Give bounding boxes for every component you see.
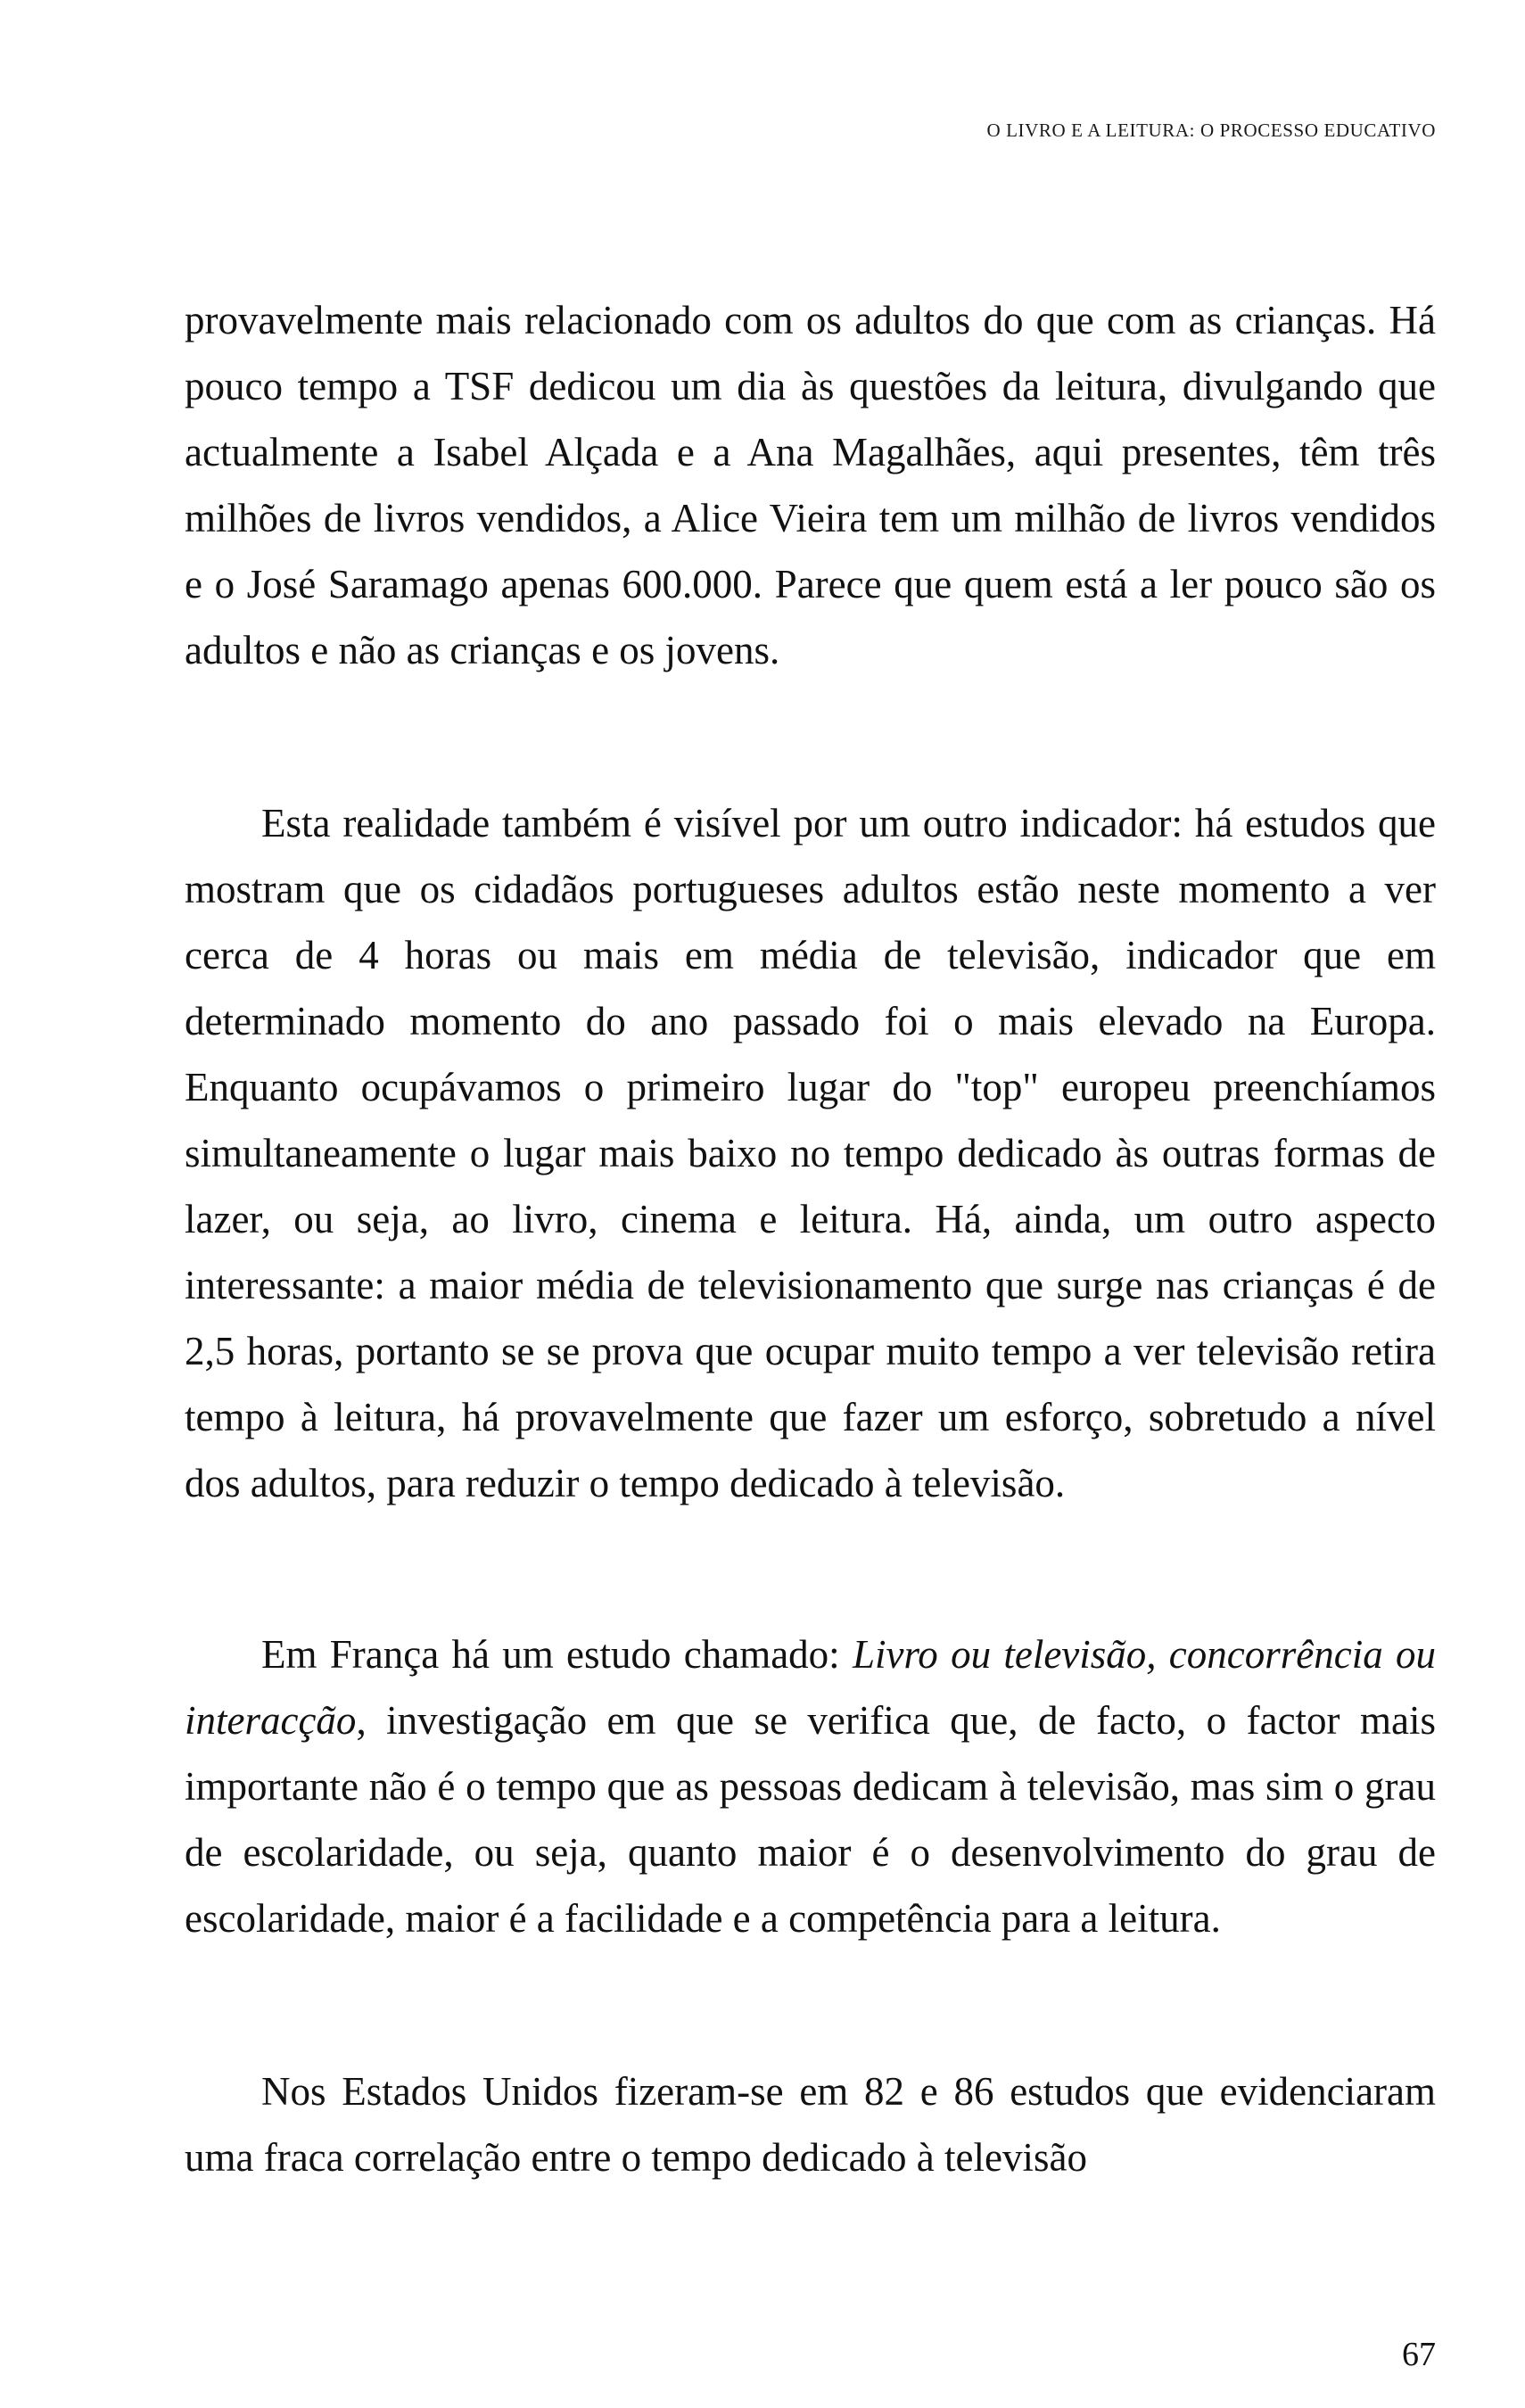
- paragraph-continuation: [185, 287, 1436, 683]
- running-header: O LIVRO E A LEITURA: O PROCESSO EDUCATIVO: [986, 120, 1436, 141]
- paragraph-usa-studies: [185, 2058, 1436, 2190]
- paragraph-france-study: [185, 1621, 1436, 1951]
- paragraph-text-before: Em França há um estudo chamado:: [261, 1632, 853, 1677]
- paragraph-text: [185, 1621, 1436, 1951]
- page-number: 67: [1402, 2336, 1436, 2373]
- paragraph-text: Nos Estados Unidos fizeram-se em 82 e 86 estudos que evidenciaram uma fraca correlação entre o tempo dedicado à televisão: [185, 2069, 1436, 2180]
- paragraph-text-after: , investigação em que se verifica que, de facto, o factor mais importante não é o tempo que as pessoas dedicam à televisão, mas sim o grau de escolaridade, ou seja, quanto maior é o desenvolvimento do grau de escolaridade, maior é a facilidade e a competência para a leitura.: [185, 1698, 1436, 1941]
- paragraph-television-indicator: [185, 790, 1436, 1516]
- paragraph-text: provavelmente mais relacionado com os adultos do que com as crianças. Há pouco tempo a TSF dedicou um dia às questões da leitura, divulgando que actualmente a Isabel Alçada e a Ana Magalhães, aqui presentes, têm três milhões de livros vendidos, a Alice Vieira tem um milhão de livros vendidos e o José Saramago apenas 600.000. Parece que quem está a ler pouco são os adultos e não as crianças e os jovens.: [185, 298, 1436, 672]
- paragraph-text: Esta realidade também é visível por um outro indicador: há estudos que mostram que os cidadãos portugueses adultos estão neste momento a ver cerca de 4 horas ou mais em média de televisão, indicador que em determinado momento do ano passado foi o mais elevado na Europa. Enquanto ocupávamos o primeiro lugar do "top" europeu preenchíamos simultaneamente o lugar mais baixo no tempo dedicado às outras formas de lazer, ou seja, ao livro, cinema e leitura. Há, ainda, um outro aspecto interessante: a maior média de televisionamento que surge nas crianças é de 2,5 horas, portanto se se prova que ocupar muito tempo a ver televisão retira tempo à leitura, há provavelmente que fazer um esforço, sobretudo a nível dos adultos, para reduzir o tempo dedicado à televisão.: [185, 801, 1436, 1505]
- study-title: Livro ou televisão, concorrência ou interacção: [185, 1632, 1436, 1743]
